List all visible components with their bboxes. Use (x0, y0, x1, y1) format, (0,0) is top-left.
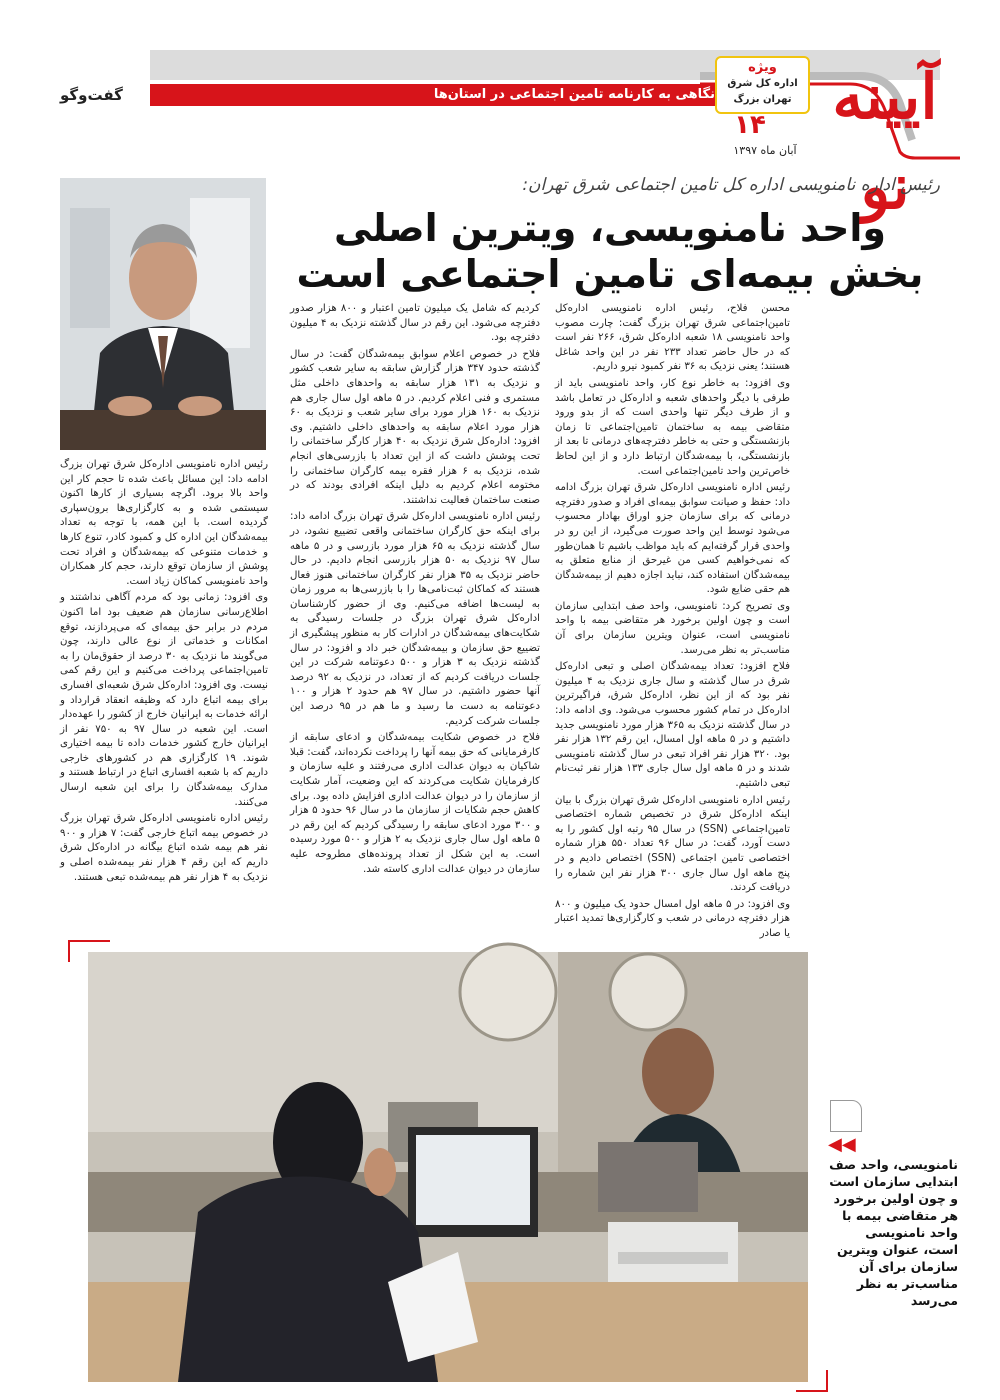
special-line1: اداره کل شرق (727, 78, 798, 89)
special-line2: تهران بزرگ (733, 94, 792, 105)
col3-paragraph: رئیس اداره نامنویسی اداره‌کل شرق تهران بزرگ در خصوص بیمه اتباع خارجی گفت: ۷ هزار و ۹۰۰ نفر هم بیمه شده اتباع بیگانه در اداره‌کل شرق داریم که این رقم ۴ هزار نفر بیمه‌شده اصلی و نزدیک به ۴ هزار نفر هم بیمه‌شده تبعی هستند. (60, 813, 268, 883)
special-edition-badge (715, 56, 810, 114)
special-title: ویژه (748, 60, 777, 75)
article-column-3 (60, 458, 268, 930)
col3-paragraph: وی افزود: زمانی بود که مردم آگاهی نداشتند و اطلاع‌رسانی سازمان هم ضعیف بود اما اکنون مردم در برابر حق بیمه‌ای که می‌پردازند، توقع امکانات و خدماتی از نوع عالی دارند، چون می‌گویند ما نزدیک به ۳۰ درصد از حقوق‌مان را به تامین‌اجتماعی پرداخت می‌کنیم و این رقم کمی نیست. وی افزود: اداره‌کل شرق شعبه‌ای افساری برای بیمه اتباع دارد که وظیفه انعقاد قرارداد و ارائه خدمات به ایرانیان خارج از کشور را عهده‌دار است. این شعبه در سال ۹۷ به ۷۵۰ نفر از ایرانیان خارج کشور خدمات داده تا بیمه اختیاری شوند. ۱۹ کارگزاری هم در کشورهای خارجی داریم که با شعبه افساری اتباع در ارتباط هستند و مدارک بیمه‌شدگان را برای این شعبه ارسال می‌کنند. (60, 592, 269, 808)
col1-paragraph: وی افزود: در ۵ ماهه اول امسال حدود یک میلیون و ۸۰۰ هزار دفترچه درمانی در شعب و کارگزاری‌ها تمدید اعتبار یا صادر (555, 898, 791, 939)
photo-frame-corner-br (796, 1370, 828, 1392)
quote-decoration-box (830, 1100, 862, 1132)
col1-paragraph: وی افزود: به خاطر نوع کار، واحد نامنویسی باید از طرفی با دیگر واحدهای شعبه و اداره‌کل در تعامل باشد و از طرف دیگر تنها واحدی است که از بدو ورود متقاضی بیمه به ساختمان تامین‌اجتماعی تا زمان بازنشستگی و حتی به خاطر دفترچه‌های درمانی تا بعد از بازنشستگی، با بیمه‌شدگان ارتباط دارد و از این لحاظ خاص‌ترین واحد تامین‌اجتماعی است. (555, 377, 790, 477)
col1-paragraph: رئیس اداره نامنویسی اداره‌کل شرق تهران بزرگ ادامه داد: حفظ و صیانت سوابق بیمه‌ای افراد و صدور دفترچه درمانی که برای سازمان جزو اوراق بهادار محسوب می‌شود توسط این واحد صورت می‌گیرد، از این رو در واحدی قرار گرفته‌ایم که باید مواظب باشیم تا همان‌طور که نمی‌خواهیم کسی من غیرحق از منابع متعلق به بیمه‌شدگان استفاده کند، نباید اجازه دهیم از بیمه‌شدگان هم حقی ضایع شود. (555, 482, 790, 596)
col3-paragraph: رئیس اداره نامنویسی اداره‌کل شرق تهران بزرگ ادامه داد: این مسائل باعث شده تا حجم کار این واحد بالا برود. اگرچه بسیاری از کارها اکنون سیستمی شده و به کارگزاری‌ها برون‌سپاری گردیده است. با این همه، با توجه به تعداد بیمه‌شدگان این اداره کل و کمبود کادر، تنوع کارها و خدمات متنوعی که بیمه‌شدگان و افراد تحت پوشش از سازمان توقع دارند، حجم کار همکاران واحد نامنویسی کماکان زیاد است. (60, 459, 268, 587)
col1-paragraph: رئیس اداره نامنویسی اداره‌کل شرق تهران بزرگ با بیان اینکه اداره‌کل شرق در تخصیص شماره اختصاصی تامین‌اجتماعی (SSN) در سال ۹۵ رتبه اول کشور را به دست آورد، گفت: در سال ۹۶ تعداد ۵۵۰ هزار شماره اختصاصی تامین اجتماعی (SSN) اختصاص دادیم و در پنج ماهه اول سال جاری ۳۰۰ هزار نفر این شماره را دریافت کردند. (555, 794, 790, 894)
col1-paragraph: محسن فلاح، رئیس اداره نامنویسی اداره‌کل تامین‌اجتماعی شرق تهران بزرگ گفت: چارت مصوب واحد نامنویسی ۱۸ شعبه اداره‌کل شرق، ۲۶۶ نفر است که در حال حاضر تعداد ۲۳۳ نفر در این واحد شاغل هستند؛ یعنی نزدیک به ۳۶ نفر کمبود نیرو داریم. (555, 303, 790, 373)
col2-paragraph: رئیس اداره نامنویسی اداره‌کل شرق تهران بزرگ ادامه داد: برای اینکه حق کارگران ساختمانی واقعی تضییع نشود، در سال گذشته نزدیک به ۶۵ هزار مورد بازرسی و در ۵ ماهه سال ۹۷ نزدیک به ۵۰ هزار بازرسی انجام دادیم. در حال حاضر نزدیک به ۳۵ هزار نفر کارگران ساختمانی هنوز فعال هستند که کماکان ثبت‌نامی‌ها را با بازرسی‌ها به مرور زمان به لیست‌ها اضافه می‌کنیم. وی از حضور کارشناسان اداره‌کل شرق تهران بزرگ در جلسات رسیدگی به شکایت‌های بیمه‌شدگان در ادارات کار به منظور پیشگیری از تضییع حق سازمان و بیمه‌شدگان خبر داد و افزود: در سال گذشته نزدیک به ۳ هزار و ۵۰۰ دعوتنامه شرکت در این جلسات دریافت کردیم که از تعداد، در نزدیک به ۹۲ درصد آنها حضور داشتیم. در سال ۹۷ هم حدود ۲ هزار و ۱۰۰ دعوتنامه به دست ما رسید و ما هم در ۹۵ درصد این جلسات شرکت کردیم. (290, 511, 541, 727)
section-label: گفت‌وگو (60, 86, 123, 104)
headline-line-2: بخش بیمه‌ای تامین اجتماعی است (296, 252, 924, 296)
office-photo (88, 952, 808, 1382)
portrait-photo (60, 178, 266, 450)
article-headline (280, 205, 940, 297)
article-kicker: رئیس اداره نامنویسی اداره کل تامین اجتماعی شرق تهران: (522, 175, 940, 195)
pull-quote: نامنویسی، واحد صف ابتدایی سازمان است و چون اولین برخورد هر متقاضی بیمه با واحد نامنویسی است، عنوان ویترین سازمان برای آن مناسب‌تر به نظر می‌رسد (829, 1157, 958, 1308)
publication-logo: آیینه نو (832, 60, 938, 223)
col1-paragraph: فلاح افزود: تعداد بیمه‌شدگان اصلی و تبعی اداره‌کل شرق در سال گذشته و سال جاری نزدیک به ۴ میلیون نفر بود که از این نظر، اداره‌کل شرق، فراگیرترین اداره‌کل در تمام کشور محسوب می‌شود. وی ادامه داد: در سال گذشته نزدیک به ۳۶۵ هزار مورد نامنویسی جدید داشتیم و در ۵ ماهه اول امسال، این رقم ۱۳۲ هزار نفر بود. ۳۲۰ هزار نفر افراد تبعی در سال گذشته نامنویسی شدند و در ۵ ماهه اول سال جاری ۱۳۳ هزار نفر ثبت‌نام تبعی داشتیم. (555, 661, 790, 789)
portrait-illustration (60, 178, 266, 450)
headline-line-1: واحد نامنویسی، ویترین اصلی (333, 206, 887, 250)
article-column-2 (290, 302, 540, 930)
article-column-1 (555, 302, 791, 939)
col2-paragraph: فلاح در خصوص شکایت بیمه‌شدگان و ادعای سابقه از کارفرمایانی که حق بیمه آنها را پرداخت نکرده‌اند، گفت: قبلا شاکیان به دیوان عدالت اداری می‌رفتند و علیه سازمان و کارفرمایان شکایت می‌کردند که این وضعیت، آمار شکایت از سازمان را در دیوان عدالت اداری افزایش داده بود. برای کاهش حجم شکایات از سازمان ما در سال ۹۶ حدود ۵ هزار و ۳۰۰ مورد ادعای سابقه را رسیدگی کردیم که این رقم در ۵ ماهه اول سال جاری نزدیک به ۲ هزار و ۵۰۰ مورد رسیده است. به این شکل از تعداد پرونده‌های مطروحه علیه سازمان در دیوان عدالت اداری کاسته شد. (290, 732, 540, 875)
col1-paragraph: وی تصریح کرد: نامنویسی، واحد صف ابتدایی سازمان است و چون اولین برخورد هر متقاضی بیمه با واحد نامنویسی است، عنوان ویترین سازمان برای آن مناسب‌تر به نظر می‌رسد. (555, 600, 790, 656)
page-number: ۱۴ (734, 110, 766, 140)
quote-arrow-icon: ◀◀ (828, 1134, 856, 1155)
header-banner-text: نگاهی به کارنامه تامین اجتماعی در استان‌ها (433, 87, 715, 102)
office-illustration (88, 952, 808, 1382)
issue-date: آبان ماه ۱۳۹۷ (733, 144, 797, 157)
col2-paragraph: فلاح در خصوص اعلام سوابق بیمه‌شدگان گفت: در سال گذشته حدود ۳۴۷ هزار گزارش سابقه به سایر شعب کشور و نزدیک به ۱۳۱ هزار سابقه به واحدهای داخلی مثل مستمری و فنی اعلام کردیم. در ۵ ماهه اول سال جاری هم نزدیک به ۱۶۰ هزار مورد برای سایر شعب و نزدیک به ۶۰ هزار مورد اعلام سابقه به واحدهای داخلی داشتیم. وی افزود: اداره‌کل شرق نزدیک به ۴۰ هزار کارگر ساختمانی را تحت پوشش داشت که از این تعداد با بازرسی‌های انجام شده، نزدیک به ۶ هزار فقره بیمه کارگران ساختمانی را مختومه اعلام کردیم به دلیل اینکه افرادی بودند که در صنعت ساختمان فعالیت نداشتند. (290, 348, 541, 506)
col2-paragraph: کردیم که شامل یک میلیون تامین اعتبار و ۸۰۰ هزار صدور دفترچه می‌شود. این رقم در سال گذشته نزدیک به ۴ میلیون دفترچه بود. (290, 303, 540, 344)
